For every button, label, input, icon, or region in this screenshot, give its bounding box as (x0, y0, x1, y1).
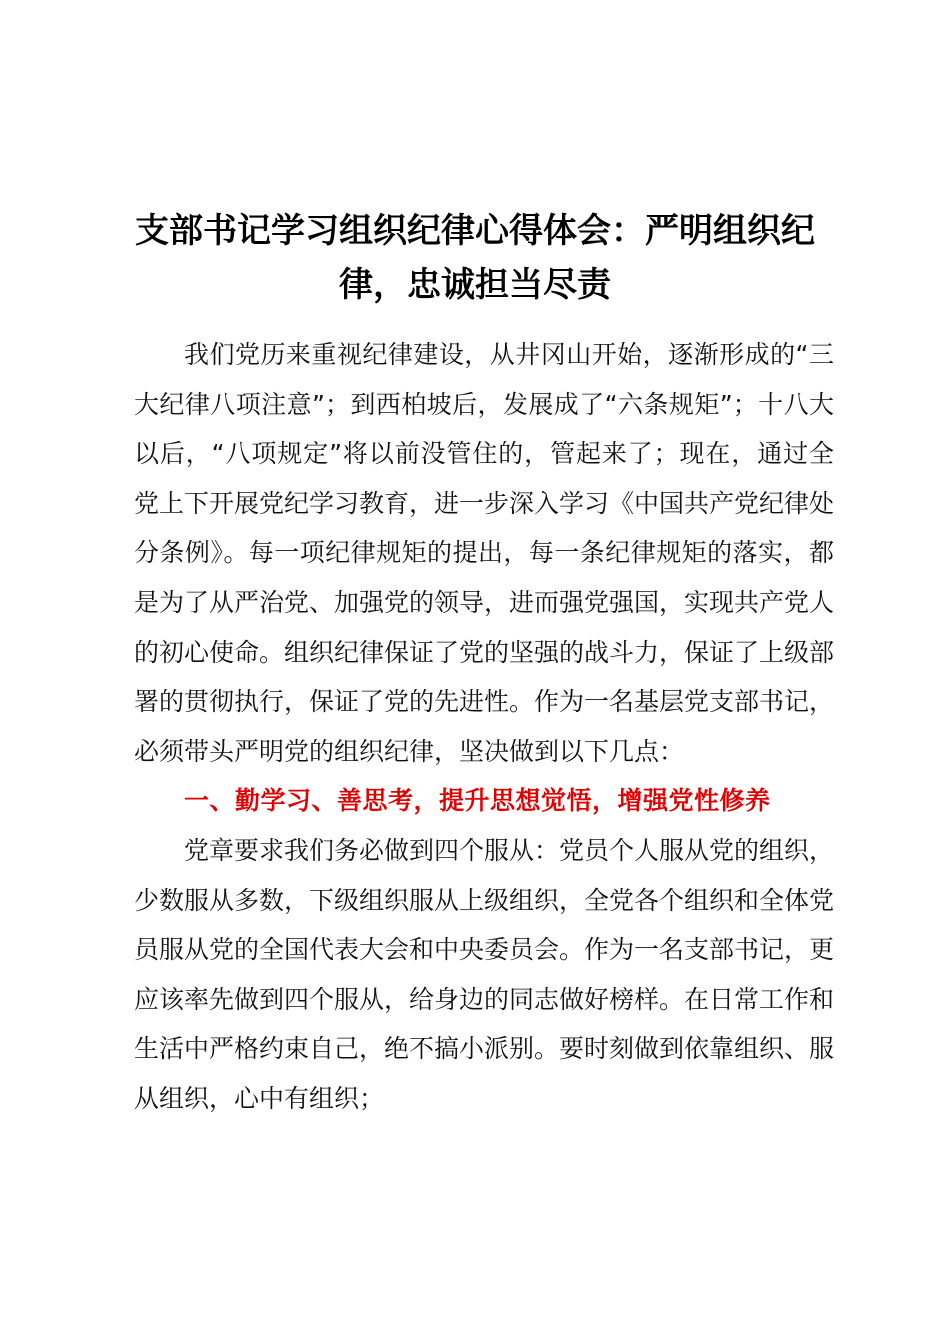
section-paragraph: 党章要求我们务必做到四个服从：党员个人服从党的组织，少数服从多数，下级组织服从上级组织，全党各个组织和全体党员服从党的全国代表大会和中央委员会。作为一名支部书记，更应该率先做到四个服从，给身边的同志做好榜样。在日常工作和生活中严格约束自己，绝不搞小派别。要时刻做到依靠组织、服从组织，心中有组织； (134, 835, 835, 1113)
intro-paragraph: 我们党历来重视纪律建设，从井冈山开始，逐渐形成的“三大纪律八项注意”；到西柏坡后，发展成了“六条规矩”；十八大以后，“八项规定”将以前没管住的，管起来了；现在，通过全党上下开展党纪学习教育，进一步深入学习《中国共产党纪律处分条例》。每一项纪律规矩的提出，每一条纪律规矩的落实，都是为了从严治党、加强党的领导，进而强党强国，实现共产党人的初心使命。组织纪律保证了党的坚强的战斗力，保证了上级部署的贯彻执行，保证了党的先进性。作为一名基层党支部书记，必须带头严明党的组织纪律，坚决做到以下几点： (134, 340, 835, 766)
document-title: 支部书记学习组织纪律心得体会：严明组织纪律，忠诚担当尽责 (135, 211, 815, 305)
section-heading: 一、勤学习、善思考，提升思想觉悟，增强党性修养 (184, 786, 771, 816)
document-body (134, 330, 834, 1124)
